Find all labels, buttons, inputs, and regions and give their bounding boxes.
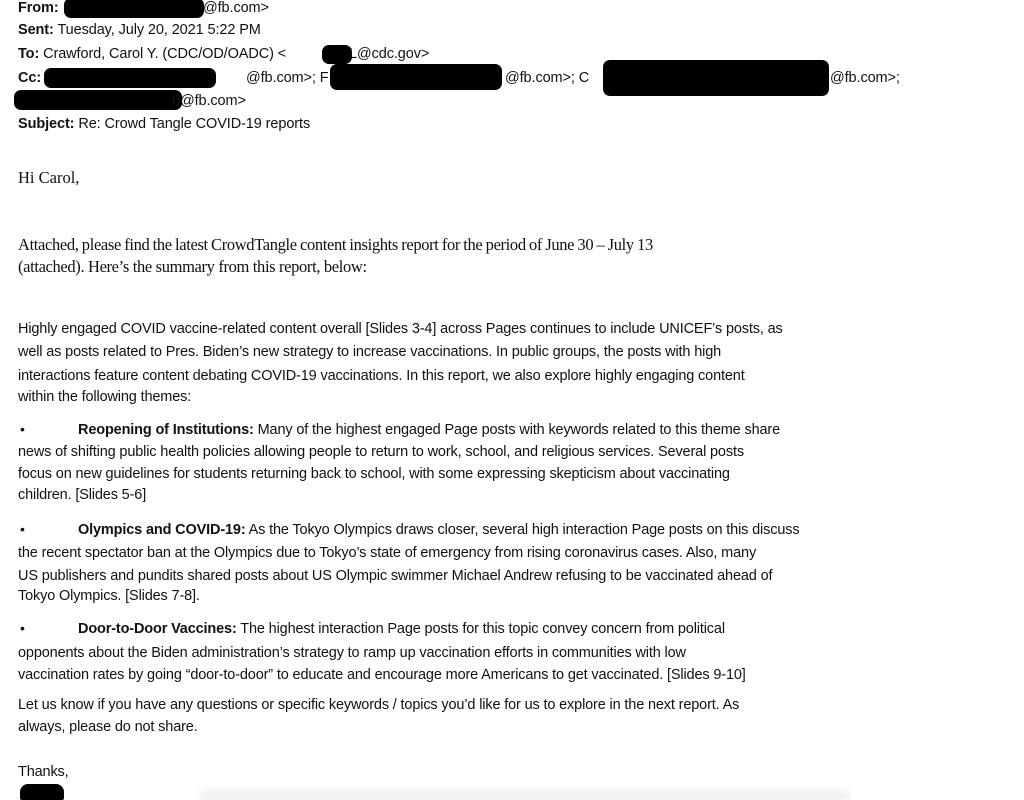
theme-3-line-3: vaccination rates by going “door-to-door” to educate and encourage more Americans to get vaccinated. [Slides 9-10] [18, 667, 746, 683]
cc-label: Cc: [18, 70, 42, 86]
sent-label: Sent: [18, 22, 54, 38]
subject-label: Subject: [18, 116, 75, 132]
redaction-cc-2 [330, 64, 502, 90]
summary-line-1: Highly engaged COVID vaccine-related content overall [Slides 3-4] across Pages continues to include UNICEF’s posts, as [18, 321, 783, 337]
theme-2-line-3: US publishers and pundits shared posts about US Olympic swimmer Michael Andrew refusing to be vaccinated ahead of [18, 568, 773, 584]
sent-line [18, 22, 261, 38]
cc-part-3: @fb.com>; [830, 70, 900, 86]
theme-2-line-2: the recent spectator ban at the Olympics due to Tokyo’s state of emergency from rising coronavirus cases. Also, many [18, 545, 757, 561]
theme-2-line-1 [78, 522, 799, 538]
theme-2-title: Olympics and COVID-19: [78, 522, 246, 538]
redaction-to [322, 45, 352, 64]
bullet-3: • [20, 620, 25, 636]
theme-3-line-1 [78, 621, 725, 637]
from-line [18, 0, 59, 16]
closing-line-2: always, please do not share. [18, 719, 198, 735]
subject-line [18, 116, 310, 132]
summary-line-2: well as posts related to Pres. Biden’s new strategy to increase vaccinations. In public groups, the posts with high [18, 344, 722, 360]
theme-1-title: Reopening of Institutions: [78, 422, 254, 438]
cc-line-2: h@fb.com> [172, 93, 246, 109]
theme-1-first: Many of the highest engaged Page posts with keywords related to this theme share [253, 422, 780, 438]
cc-part-2: @fb.com>; C [505, 70, 590, 86]
summary-line-4: within the following themes: [18, 389, 192, 405]
bullet-1: • [20, 421, 25, 437]
redaction-cc-1 [44, 68, 216, 88]
intro-line-2: (attached). Here’s the summary from this report, below: [18, 257, 367, 276]
greeting: Hi Carol, [18, 168, 80, 187]
theme-1-line-4: children. [Slides 5-6] [18, 487, 147, 503]
redaction-from [64, 0, 204, 18]
theme-3-title: Door-to-Door Vaccines: [78, 621, 237, 637]
sent-value: Tuesday, July 20, 2021 5:22 PM [57, 22, 261, 38]
from-value: @fb.com> [203, 0, 269, 16]
to-line [18, 46, 286, 62]
theme-1-line-2: news of shifting public health policies allowing people to return to work, school, and religious services. Several posts [18, 444, 744, 460]
redaction-signature [20, 784, 64, 800]
to-label: To: [18, 46, 40, 62]
theme-3-line-2: opponents about the Biden administration’s strategy to ramp up vaccination efforts in communities with low [18, 645, 686, 661]
theme-2-line-4: Tokyo Olympics. [Slides 7-8]. [18, 588, 200, 604]
from-label: From: [18, 0, 59, 16]
redaction-cc-4 [14, 90, 182, 110]
signoff: Thanks, [18, 764, 69, 780]
summary-line-3: interactions feature content debating COVID-19 vaccinations. In this report, we also explore highly engaging content [18, 368, 745, 384]
bullet-2: • [20, 521, 25, 537]
intro-line-1: Attached, please find the latest CrowdTangle content insights report for the period of June 30 – July 13 [18, 235, 653, 254]
to-email-suffix: L@cdc.gov> [349, 46, 430, 62]
to-value: Crawford, Carol Y. (CDC/OD/OADC) < [43, 46, 287, 62]
redaction-cc-3 [603, 60, 829, 96]
theme-1-line-3: focus on new guidelines for students returning back to school, with some expressing skepticism about vaccinating [18, 466, 730, 482]
page-shadow [200, 786, 850, 799]
theme-2-first: As the Tokyo Olympics draws closer, several high interaction Page posts on this discuss [245, 522, 800, 538]
cc-part-1: @fb.com>; F [246, 70, 329, 86]
cc-line [18, 70, 41, 86]
subject-value: Re: Crowd Tangle COVID-19 reports [78, 116, 311, 132]
theme-3-first: The highest interaction Page posts for this topic convey concern from political [236, 621, 725, 637]
theme-1-line-1 [78, 422, 780, 438]
closing-line-1: Let us know if you have any questions or specific keywords / topics you’d like for us to explore in the next report. As [18, 697, 740, 713]
